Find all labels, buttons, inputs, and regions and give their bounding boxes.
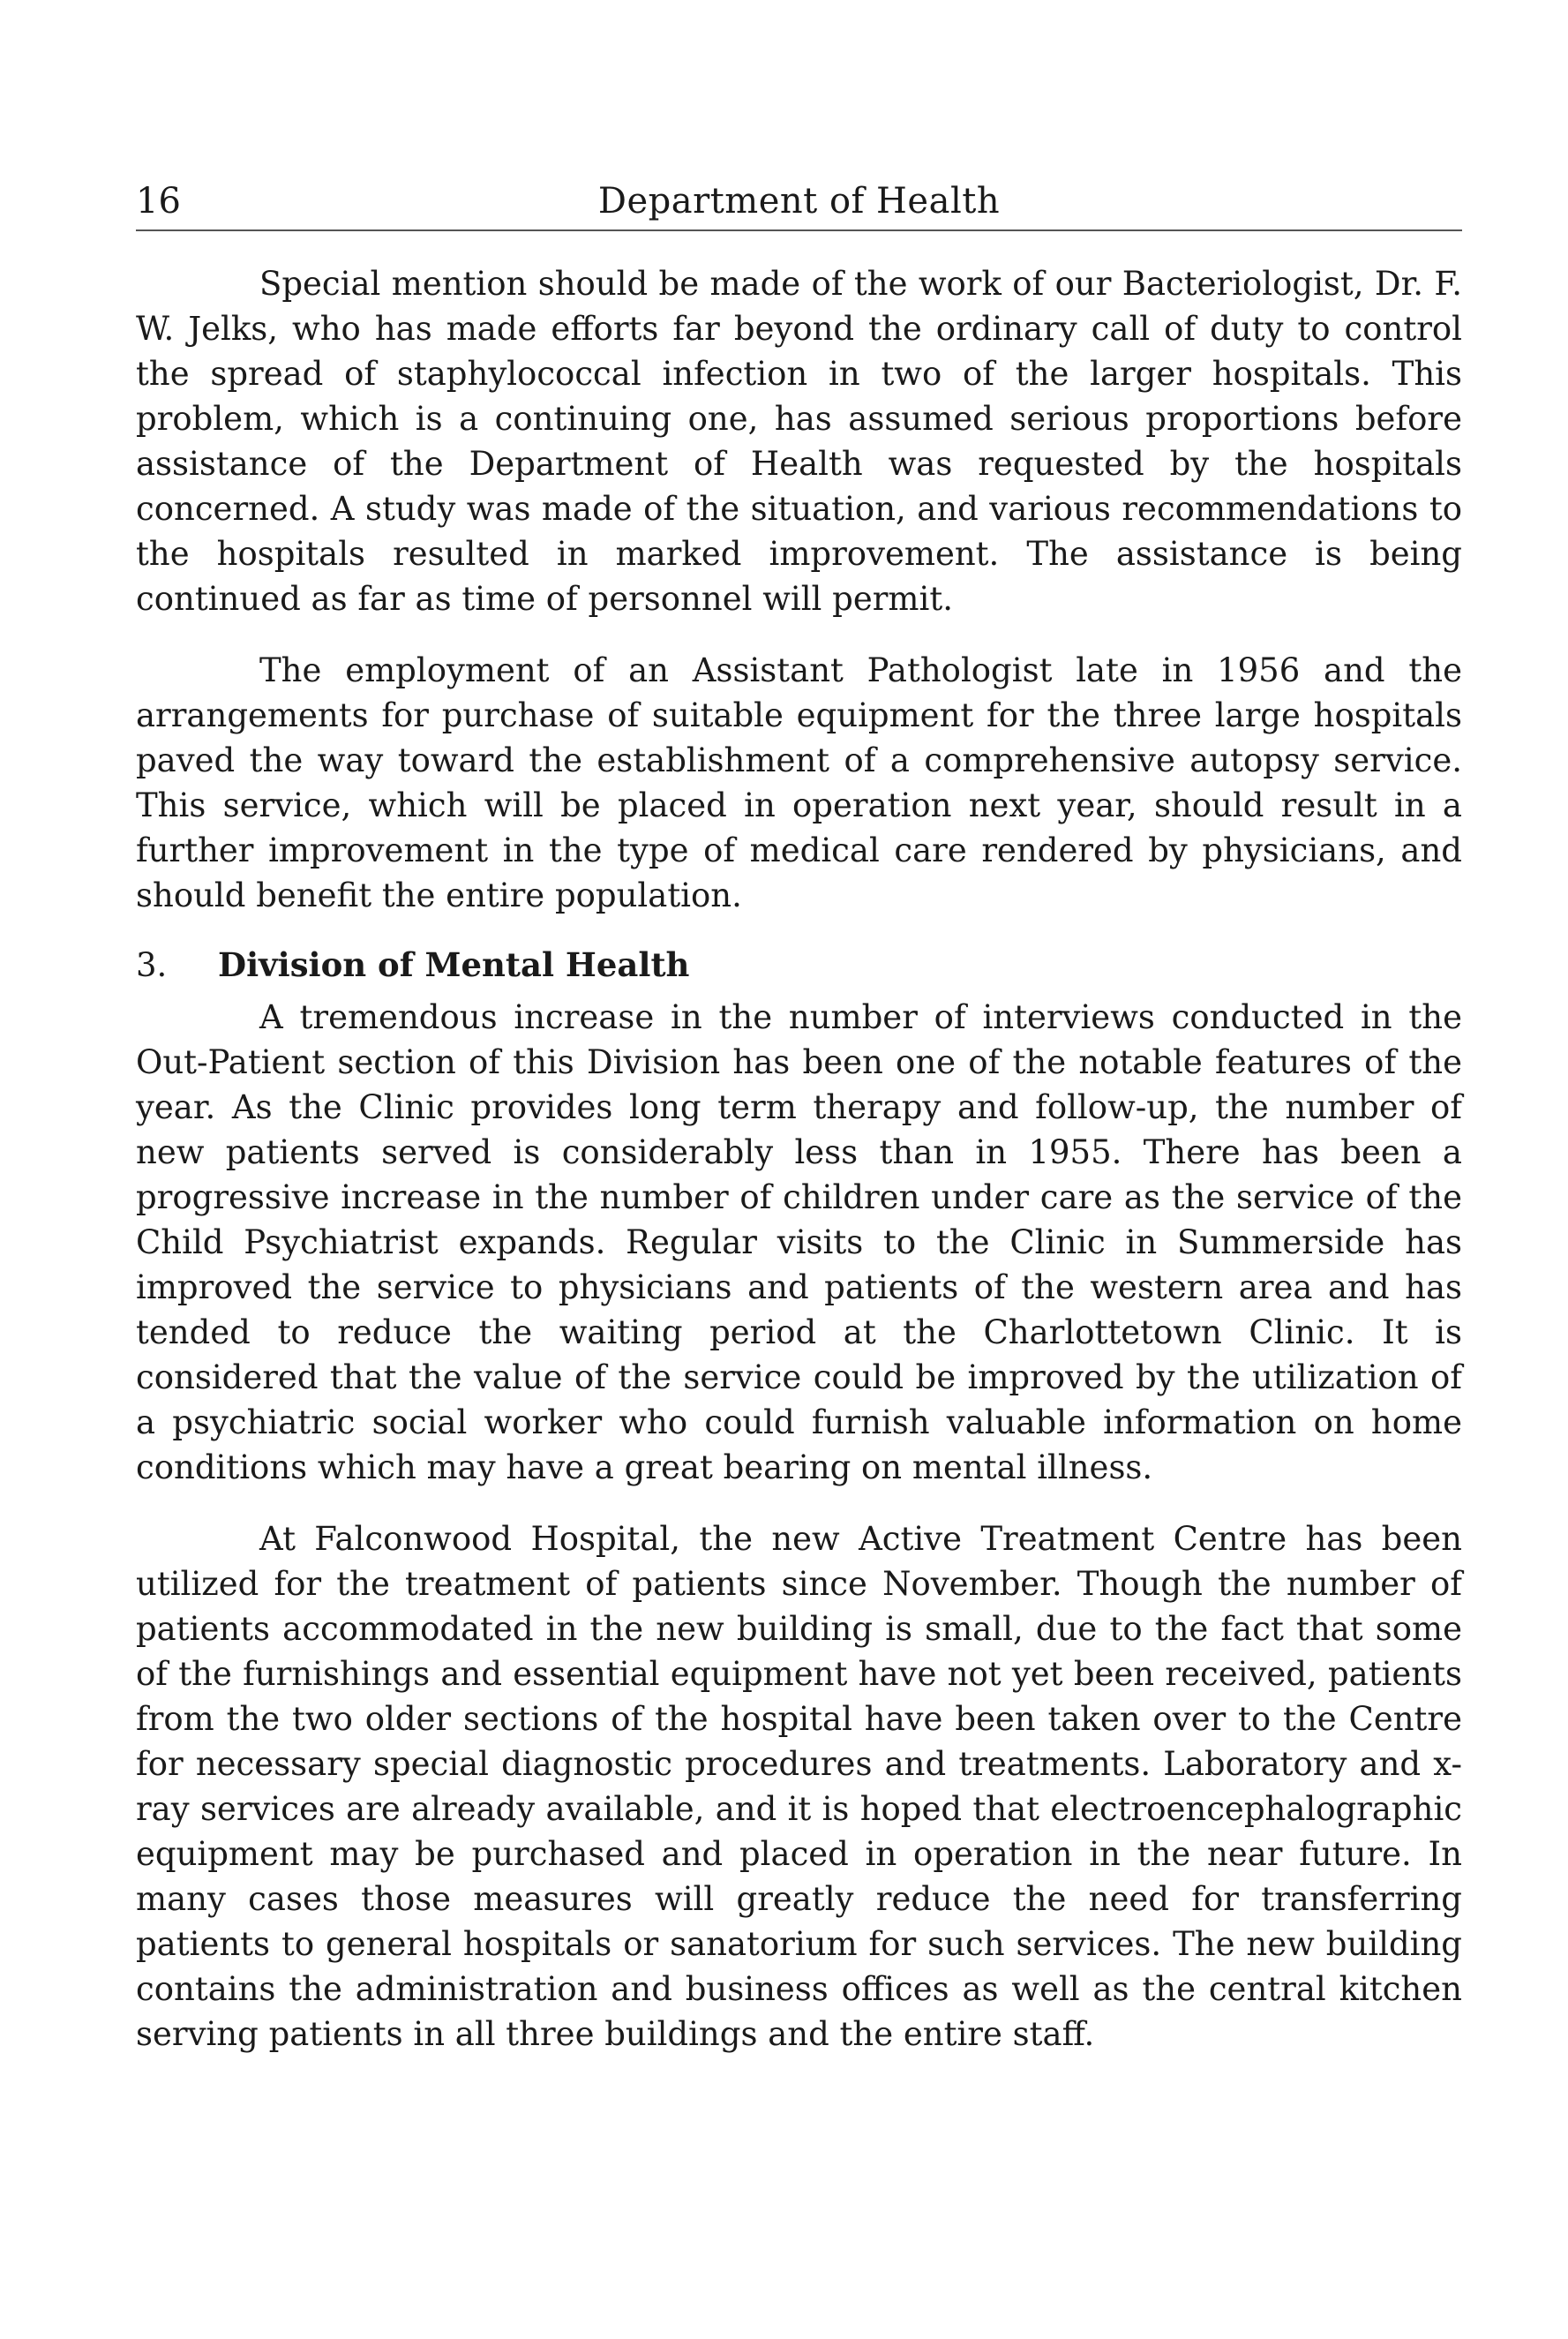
paragraph-bacteriologist: Special mention should be made of the work of our Bacteriologist, Dr. F. W. Jelks, who has made efforts far beyond the ordinary call of duty to control the spread of staphylococcal infection in two of the larger hospitals. This problem, which is a continuing one, has assumed serious proportions before assistance of the Department of Health was requested by the hospitals concerned. A study was made of the situation, and various recommendations to the hospitals resulted in marked improvement. The assistance is being continued as far as time of personnel will permit. [136, 265, 1462, 618]
section-title: Division of Mental Health [218, 945, 690, 984]
paragraph-pathologist: The employment of an Assistant Pathologist late in 1956 and the arrangements for purchase of suitable equipment for the three large hospitals paved the way toward the establishment of a comprehensive autopsy service. This service, which will be placed in operation next year, should result in a further improvement in the type of medical care rendered by physicians, and should benefit the entire population. [136, 651, 1462, 914]
body-text [136, 261, 1462, 2057]
section-heading [136, 943, 1462, 988]
paragraph-falconwood: At Falconwood Hospital, the new Active Treatment Centre has been utilized for the treatment of patients since November. Though the number of patients accommodated in the new building is small, due to the fact that some of the furnishings and essential equipment have not yet been received, patients from the two older sections of the hospital have been taken over to the Centre for necessary special diagnostic procedures and treatments. Laboratory and x-ray services are already available, and it is hoped that electroencephalographic equipment may be purchased and placed in operation in the near future. In many cases those measures will greatly reduce the need for transferring patients to general hospitals or sanatorium for such services. The new building contains the administration and business offices as well as the central kitchen serving patients in all three buildings and the entire staff. [136, 1520, 1462, 2053]
page-header [136, 177, 1462, 231]
paragraph-out-patient: A tremendous increase in the number of interviews conducted in the Out-Patient section of this Division has been one of the notable features of the year. As the Clinic provides long term therapy and follow-up, the number of new patients served is considerably less than in 1955. There has been a progressive increase in the number of children under care as the service of the Child Psychiatrist expands. Regular visits to the Clinic in Summerside has improved the service to physicians and patients of the western area and has tended to reduce the waiting period at the Charlottetown Clinic. It is considered that the value of the service could be improved by the utilization of a psychiatric social worker who could furnish valuable information on home conditions which may have a great bearing on mental illness. [136, 998, 1462, 1486]
document-page [136, 177, 1462, 2057]
page-number: 16 [136, 181, 181, 222]
section-number: 3. [136, 946, 168, 984]
running-title: Department of Health [597, 181, 1001, 222]
